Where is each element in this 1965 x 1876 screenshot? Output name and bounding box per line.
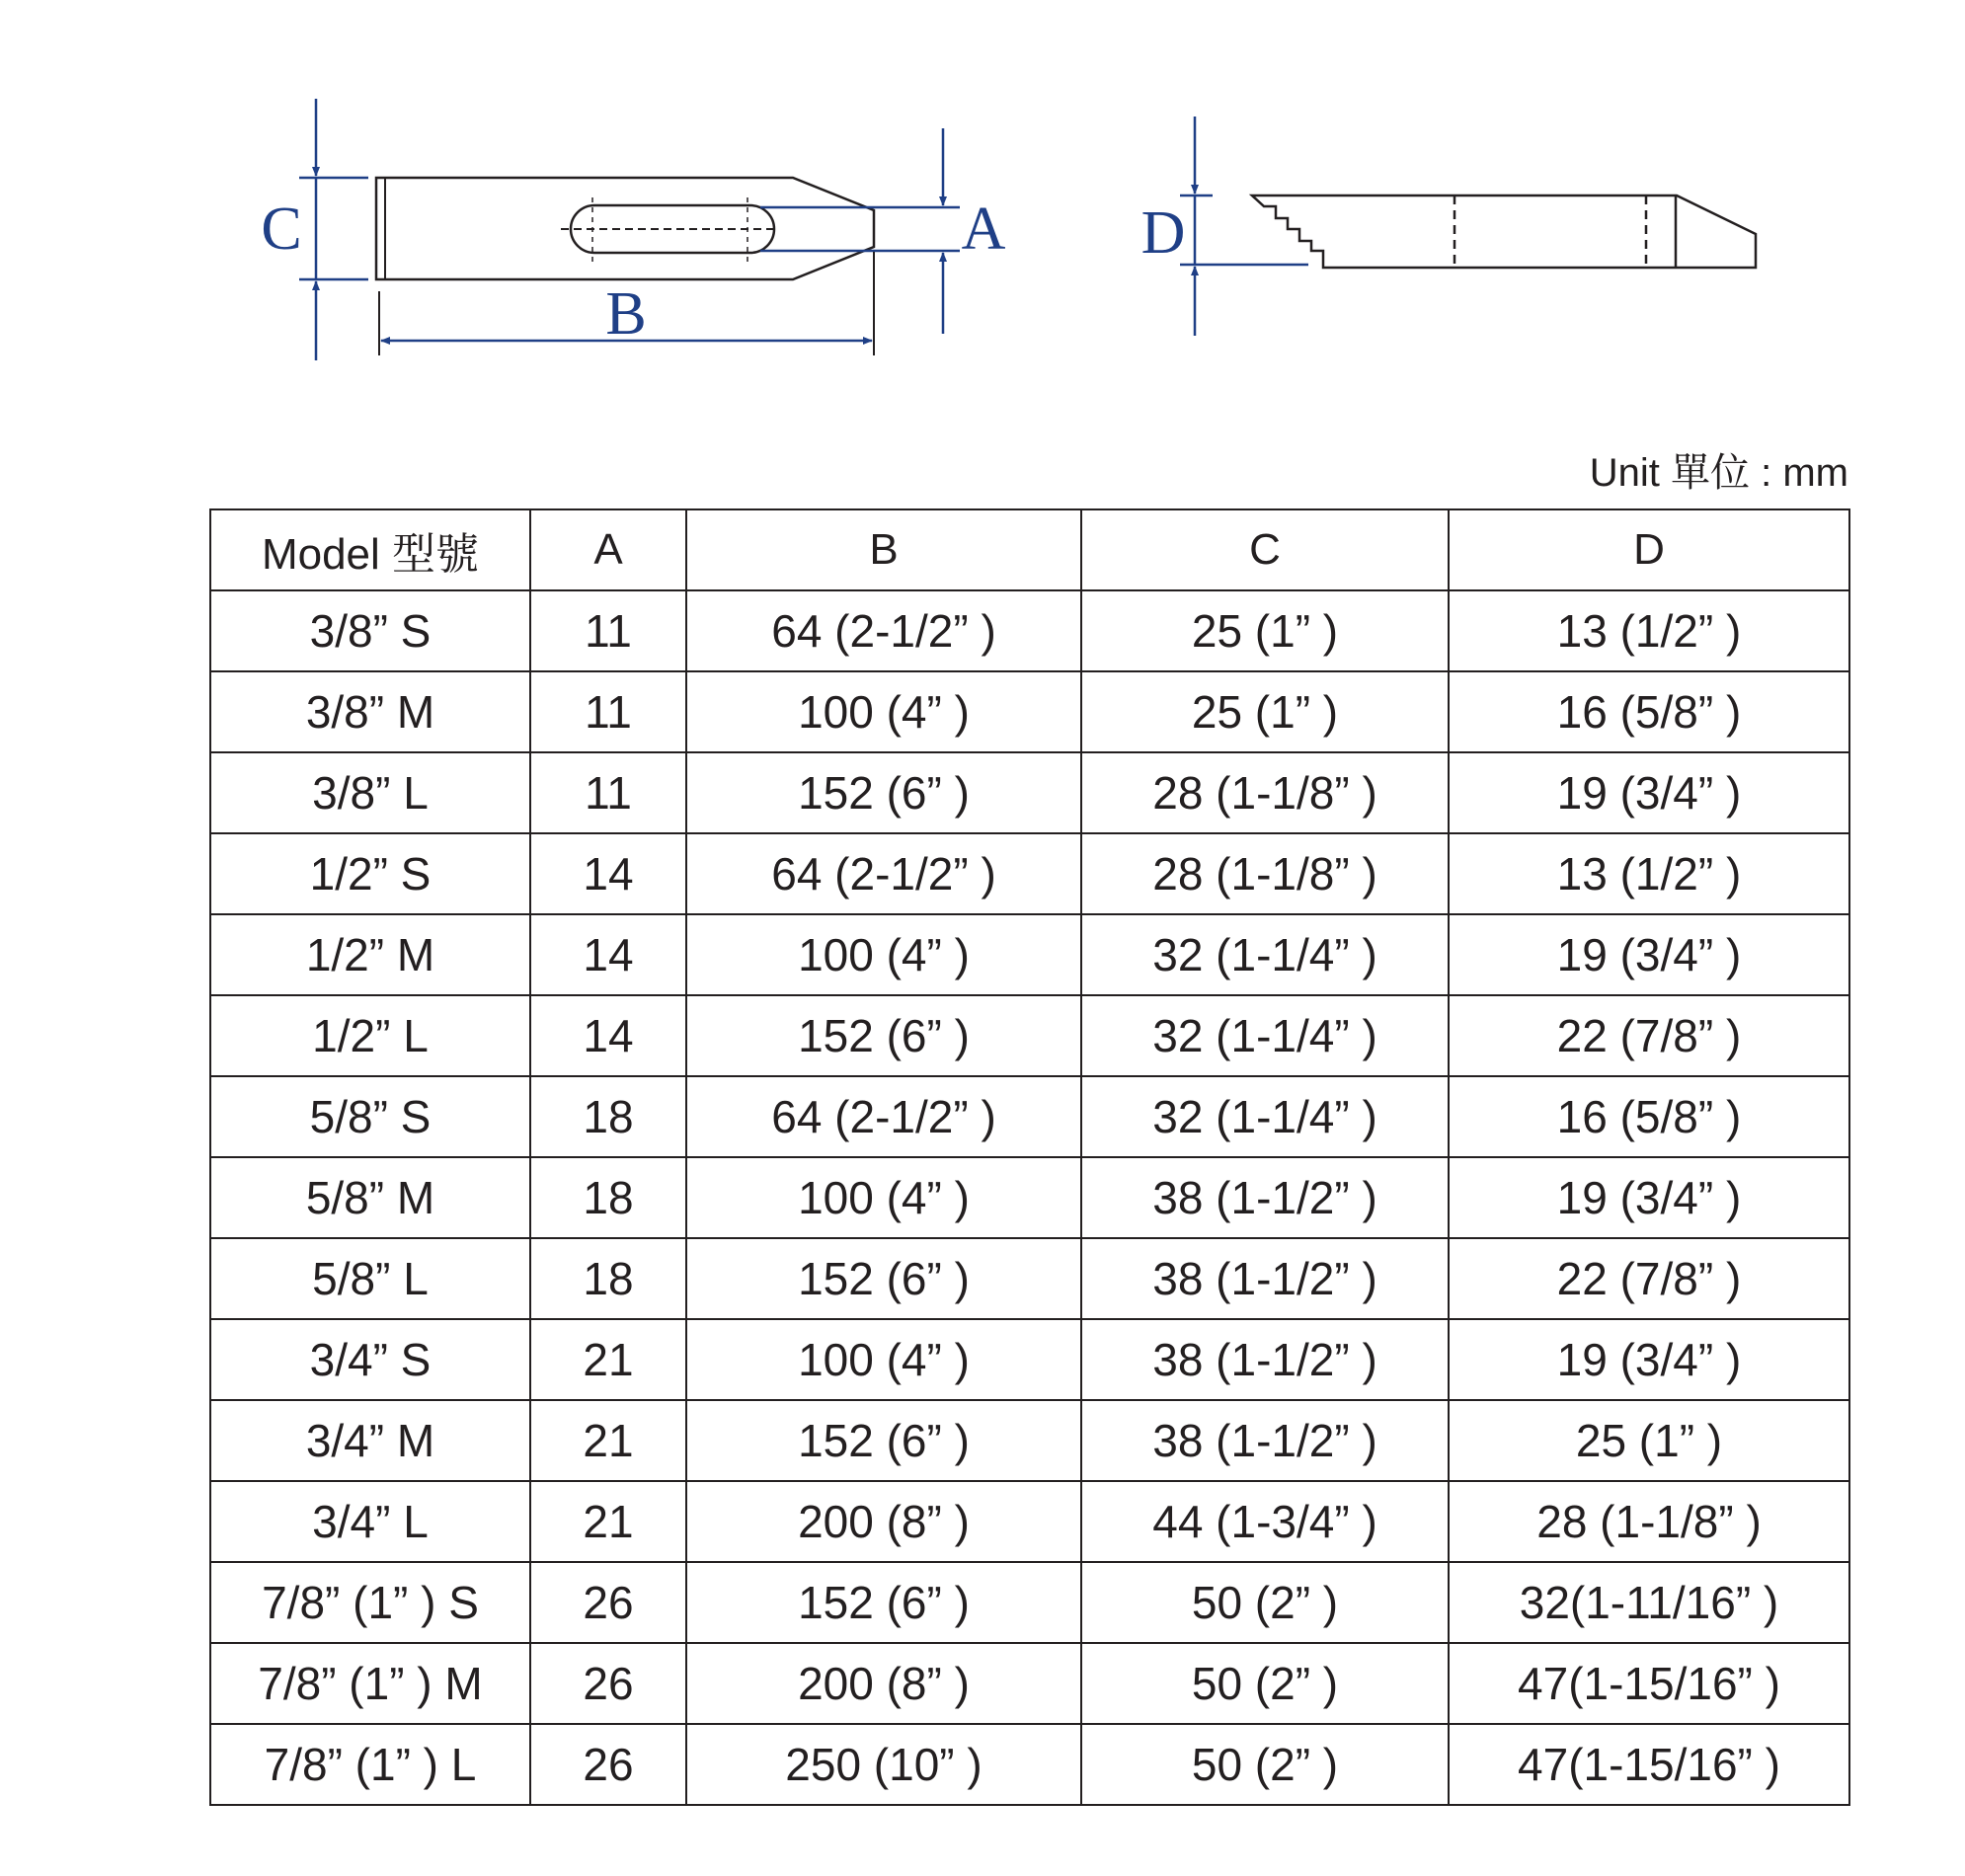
cell-d: 16 (5/8” ) [1449,1076,1849,1157]
cell-c: 50 (2” ) [1081,1562,1449,1643]
cell-model: 3/8” M [210,671,530,752]
cell-model: 7/8” (1” ) S [210,1562,530,1643]
dimension-c [261,99,368,360]
cell-c: 38 (1-1/2” ) [1081,1400,1449,1481]
table-row [210,1481,1849,1562]
cell-c: 38 (1-1/2” ) [1081,1157,1449,1238]
cell-b: 152 (6” ) [686,1400,1081,1481]
cell-a: 18 [530,1238,686,1319]
table-row [210,1076,1849,1157]
table-row [210,1724,1849,1805]
dimension-c-label: C [261,195,302,263]
header-model: Model 型號 [210,509,530,590]
cell-a: 11 [530,752,686,833]
table-row [210,833,1849,914]
cell-b: 200 (8” ) [686,1481,1081,1562]
cell-d: 22 (7/8” ) [1449,995,1849,1076]
header-c: C [1081,509,1449,590]
cell-model: 3/4” M [210,1400,530,1481]
table-body [210,590,1849,1805]
cell-a: 21 [530,1481,686,1562]
cell-b: 64 (2-1/2” ) [686,590,1081,671]
cell-d: 25 (1” ) [1449,1400,1849,1481]
cell-c: 38 (1-1/2” ) [1081,1238,1449,1319]
cell-d: 19 (3/4” ) [1449,914,1849,995]
cell-model: 3/8” L [210,752,530,833]
cell-d: 19 (3/4” ) [1449,1319,1849,1400]
table-row [210,914,1849,995]
cell-model: 1/2” L [210,995,530,1076]
header-a: A [530,509,686,590]
cell-d: 47(1-15/16” ) [1449,1643,1849,1724]
cell-b: 152 (6” ) [686,1562,1081,1643]
cell-model: 7/8” (1” ) L [210,1724,530,1805]
cell-a: 14 [530,995,686,1076]
cell-a: 11 [530,671,686,752]
cell-b: 100 (4” ) [686,914,1081,995]
spec-table [209,508,1850,1806]
cell-b: 152 (6” ) [686,995,1081,1076]
cell-c: 32 (1-1/4” ) [1081,914,1449,995]
table-row [210,1157,1849,1238]
table-row [210,590,1849,671]
dimension-d [1141,117,1308,336]
cell-b: 64 (2-1/2” ) [686,1076,1081,1157]
cell-d: 32(1-11/16” ) [1449,1562,1849,1643]
cell-model: 1/2” S [210,833,530,914]
cell-c: 50 (2” ) [1081,1643,1449,1724]
dimension-b [379,252,874,355]
cell-b: 100 (4” ) [686,1319,1081,1400]
cell-c: 28 (1-1/8” ) [1081,752,1449,833]
cell-model: 5/8” S [210,1076,530,1157]
dimension-d-label: D [1140,199,1186,267]
header-b: B [686,509,1081,590]
cell-c: 32 (1-1/4” ) [1081,1076,1449,1157]
table-row [210,671,1849,752]
cell-model: 3/4” S [210,1319,530,1400]
cell-d: 13 (1/2” ) [1449,833,1849,914]
table-row [210,995,1849,1076]
cell-a: 26 [530,1562,686,1643]
unit-label: Unit 單位 : mm [1589,451,1848,495]
table-row [210,1238,1849,1319]
cell-c: 50 (2” ) [1081,1724,1449,1805]
cell-a: 18 [530,1076,686,1157]
cell-c: 44 (1-3/4” ) [1081,1481,1449,1562]
dimension-a [760,128,1006,334]
cell-b: 200 (8” ) [686,1643,1081,1724]
table-row [210,1562,1849,1643]
cell-b: 100 (4” ) [686,671,1081,752]
cell-model: 3/4” L [210,1481,530,1562]
cell-d: 22 (7/8” ) [1449,1238,1849,1319]
cell-b: 152 (6” ) [686,1238,1081,1319]
cell-b: 152 (6” ) [686,752,1081,833]
cell-d: 19 (3/4” ) [1449,752,1849,833]
cell-c: 25 (1” ) [1081,671,1449,752]
cell-a: 26 [530,1643,686,1724]
cell-a: 26 [530,1724,686,1805]
cell-d: 16 (5/8” ) [1449,671,1849,752]
cell-d: 47(1-15/16” ) [1449,1724,1849,1805]
cell-c: 28 (1-1/8” ) [1081,833,1449,914]
cell-model: 5/8” L [210,1238,530,1319]
cell-c: 38 (1-1/2” ) [1081,1319,1449,1400]
header-d: D [1449,509,1849,590]
cell-a: 11 [530,590,686,671]
cell-model: 3/8” S [210,590,530,671]
cell-model: 5/8” M [210,1157,530,1238]
table-header-row [210,509,1849,590]
table-row [210,752,1849,833]
dimension-a-label: A [961,195,1006,263]
cell-a: 14 [530,833,686,914]
cell-d: 19 (3/4” ) [1449,1157,1849,1238]
dimension-b-label: B [605,280,647,348]
top-view-drawing [376,178,874,279]
cell-model: 1/2” M [210,914,530,995]
cell-b: 250 (10” ) [686,1724,1081,1805]
table-row [210,1400,1849,1481]
cell-c: 25 (1” ) [1081,590,1449,671]
cell-model: 7/8” (1” ) M [210,1643,530,1724]
table-row [210,1319,1849,1400]
cell-d: 28 (1-1/8” ) [1449,1481,1849,1562]
cell-a: 21 [530,1400,686,1481]
cell-c: 32 (1-1/4” ) [1081,995,1449,1076]
cell-a: 14 [530,914,686,995]
cell-d: 13 (1/2” ) [1449,590,1849,671]
cell-a: 18 [530,1157,686,1238]
dimension-diagram [0,0,1965,375]
side-view-drawing [1252,195,1756,268]
cell-b: 64 (2-1/2” ) [686,833,1081,914]
table-row [210,1643,1849,1724]
cell-a: 21 [530,1319,686,1400]
cell-b: 100 (4” ) [686,1157,1081,1238]
